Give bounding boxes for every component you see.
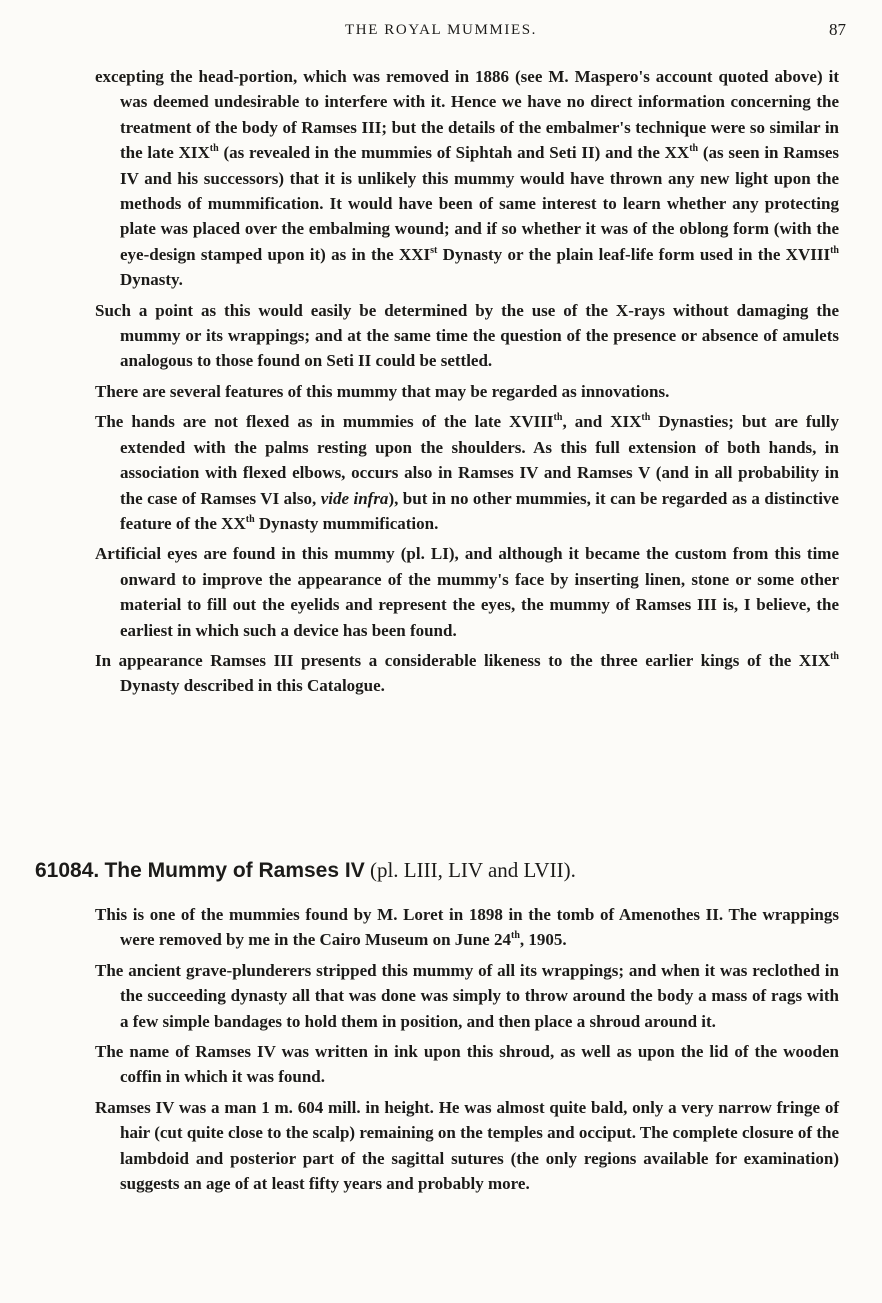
paragraph: The hands are not flexed as in mummies of the late XVIIIth, and XIXth Dynasties; but are fully extended with the palms resting upon the shoulders. As this full extension of both hands, in association with flexed elbows, occurs also in Ramses IV and Ramses V (and in all probability in the case of Ramses VI also, vide infra), but in no other mummies, it can be regarded as a distinctive feature of the XXth Dynasty mummification. xyxy=(95,412,839,533)
section-ramses-iv xyxy=(0,902,882,1201)
paragraph: Such a point as this would easily be determined by the use of the X-rays without damaging the mummy or its wrappings; and at the same time the question of the presence or absence of amulets analogous to those found on Seti II could be settled. xyxy=(95,300,839,371)
page-number: 87 xyxy=(829,20,846,39)
paragraph: The name of Ramses IV was written in ink upon this shroud, as well as upon the lid of the wooden coffin in which it was found. xyxy=(95,1042,839,1087)
section-heading xyxy=(35,858,855,883)
paragraph: There are several features of this mummy that may be regarded as innovations. xyxy=(95,381,670,401)
paragraph: In appearance Ramses III presents a considerable likeness to the three earlier kings of the XIXth Dynasty described in this Catalogue. xyxy=(95,650,839,696)
running-title: THE ROYAL MUMMIES. xyxy=(345,22,537,38)
catalogue-number: 61084. xyxy=(35,859,100,882)
paragraph: excepting the head-portion, which was removed in 1886 (see M. Maspero's account quoted above) it was deemed undesirable to interfere with it. Hence we have no direct information concerning the treatment of the body of Ramses III; but the details of the embalmer's technique were so similar in the late XIXth (as revealed in the mummies of Siphtah and Seti II) and the XXth (as seen in Ramses IV and his successors) that it is unlikely this mummy would have thrown any new light upon the methods of mummification. It would have been of same interest to learn whether any protecting plate was placed over the embalming wound; and if so whether it was of the oblong form (with the eye-design stamped upon it) as in the XXIst Dynasty or the plain leaf-life form used in the XVIIIth Dynasty. xyxy=(95,67,839,290)
paragraph: The ancient grave-plunderers stripped this mummy of all its wrappings; and when it was reclothed in the succeeding dynasty all that was done was simply to throw around the body a mass of rags with a few simple bandages to hold them in position, and then place a shroud around it. xyxy=(95,960,839,1031)
page-header xyxy=(0,16,882,46)
section-title: The Mummy of Ramses IV xyxy=(104,859,365,882)
paragraph: Artificial eyes are found in this mummy (pl. LI), and although it became the custom from this time onward to improve the appearance of the mummy's face by inserting linen, stone or some other material to fill out the eyelids and represent the eyes, the mummy of Ramses III is, I believe, the earliest in which such a device has been found. xyxy=(95,544,839,640)
paragraph: Ramses IV was a man 1 m. 604 mill. in height. He was almost quite bald, only a very narrow fringe of hair (cut quite close to the scalp) remaining on the temples and occiput. The complete closure of the lambdoid and posterior part of the sagittal sutures (the only regions available for examination) suggests an age of at least fifty years and probably more. xyxy=(95,1097,839,1194)
section-ramses-iii-continued xyxy=(0,64,882,704)
plate-references: (pl. LIII, LIV and LVII). xyxy=(369,858,576,882)
paragraph: This is one of the mummies found by M. Loret in 1898 in the tomb of Amenothes II. The wrappings were removed by me in the Cairo Museum on June 24th, 1905. xyxy=(95,905,839,950)
